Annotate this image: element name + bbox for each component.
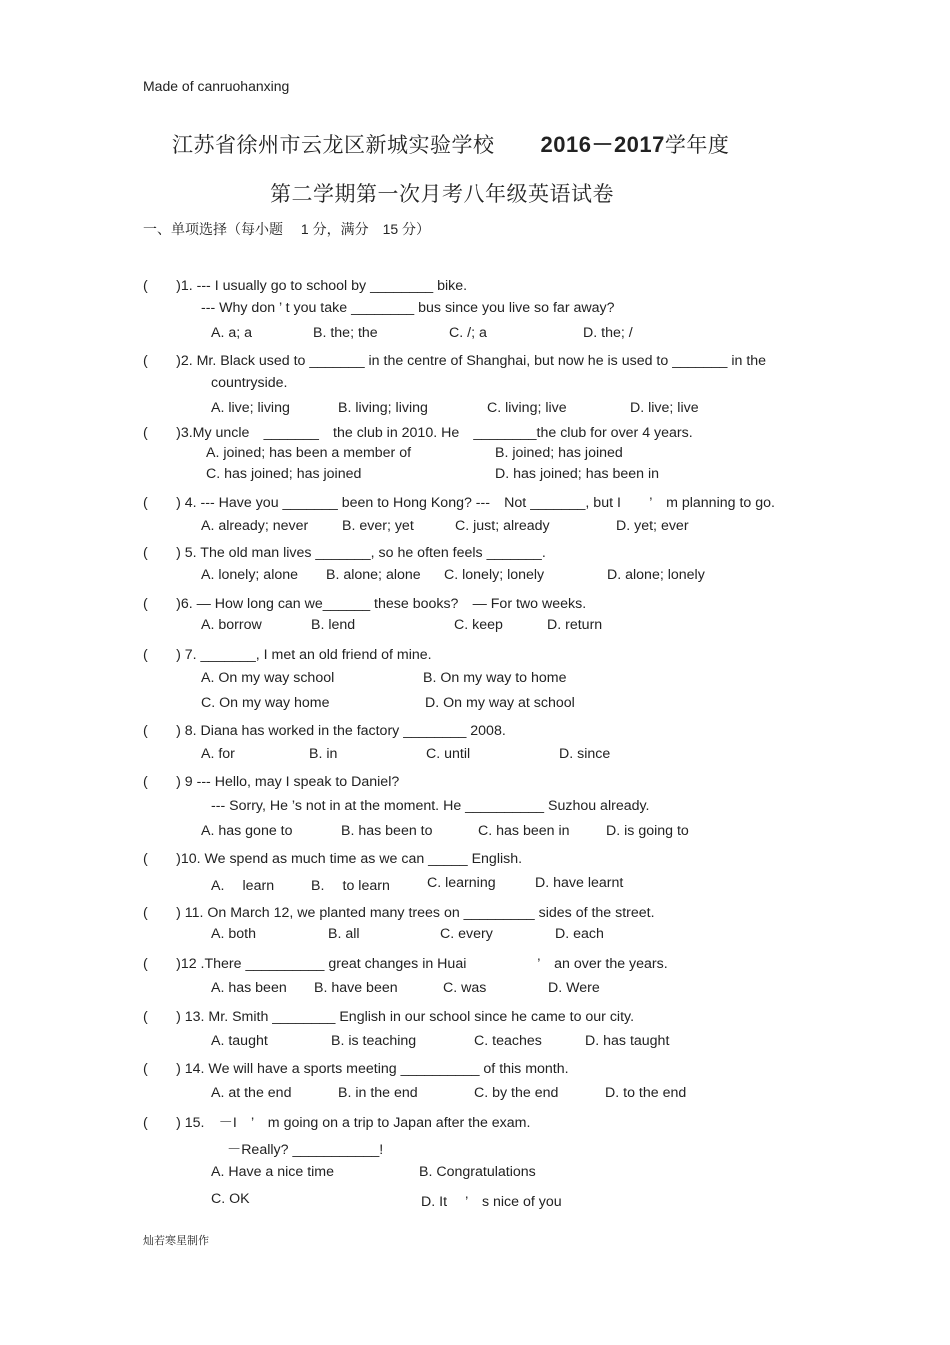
question-9-option-d: D. is going to [606, 823, 689, 839]
question-13-option-c: C. teaches [474, 1033, 542, 1049]
question-15-option-b: B. Congratulations [419, 1164, 536, 1180]
question-7-option-b: B. On my way to home [423, 670, 567, 686]
question-10-option-a: A. learn [211, 878, 275, 894]
question-7-option-c: C. On my way home [201, 695, 330, 711]
question-14-option-c: C. by the end [474, 1085, 559, 1101]
school-year: 2016－2017 [540, 132, 665, 157]
question-12-option-b: B. have been [314, 980, 398, 996]
question-10-option-d: D. have learnt [535, 875, 624, 891]
school-name: 江苏省徐州市云龙区新城实验学校 [172, 133, 495, 157]
question-12-stem: ( )12 .There __________ great changes in Huai ’ an over the years. [143, 956, 668, 972]
question-4-option-c: C. just; already [455, 518, 550, 534]
question-9-option-a: A. has gone to [201, 823, 293, 839]
footer-note: 灿若寒星制作 [143, 1234, 209, 1247]
question-1-option-d: D. the; / [583, 325, 633, 341]
question-9-option-b: B. has been to [341, 823, 433, 839]
question-12-option-c: C. was [443, 980, 487, 996]
question-3-stem: ( )3.My uncle _______ the club in 2010. He ________the club for over 4 years. [143, 425, 693, 441]
question-4-option-b: B. ever; yet [342, 518, 414, 534]
question-3-option-d: D. has joined; has been in [495, 466, 660, 482]
exam-title-line2: 第二学期第一次月考八年级英语试卷 [270, 182, 614, 206]
question-2-option-b: B. living; living [338, 400, 428, 416]
question-6-option-c: C. keep [454, 617, 503, 633]
question-4-option-a: A. already; never [201, 518, 309, 534]
question-3-option-a: A. joined; has been a member of [206, 445, 412, 461]
question-14-stem: ( ) 14. We will have a sports meeting __________ of this month. [143, 1061, 569, 1077]
question-12-option-d: D. Were [548, 980, 600, 996]
question-14-option-b: B. in the end [338, 1085, 418, 1101]
question-2-option-c: C. living; live [487, 400, 567, 416]
question-5-option-c: C. lonely; lonely [444, 567, 545, 583]
header-note: Made of canruohanxing [143, 78, 290, 94]
question-5-stem: ( ) 5. The old man lives _______, so he often feels _______. [143, 545, 546, 561]
question-5-option-b: B. alone; alone [326, 567, 421, 583]
question-4-stem: ( ) 4. --- Have you _______ been to Hong Kong? --- Not _______, but I ’ m planning to go. [143, 495, 775, 511]
question-1-option-b: B. the; the [313, 325, 378, 341]
question-2-option-a: A. live; living [211, 400, 290, 416]
question-15-option-a: A. Have a nice time [211, 1164, 335, 1180]
question-7-option-d: D. On my way at school [425, 695, 575, 711]
question-7-option-a: A. On my way school [201, 670, 335, 686]
question-6-stem: ( )6. — How long can we______ these books? — For two weeks. [143, 596, 587, 612]
question-2-stem: ( )2. Mr. Black used to _______ in the centre of Shanghai, but now he is used to _______ in the [143, 353, 767, 369]
question-8-option-d: D. since [559, 746, 611, 762]
exam-title-line1 [172, 128, 729, 159]
question-11-option-b: B. all [328, 926, 360, 942]
question-3-option-c: C. has joined; has joined [206, 466, 362, 482]
question-15-stem: ( ) 15. －I ’ m going on a trip to Japan after the exam. [143, 1115, 531, 1131]
question-9-stem: ( ) 9 --- Hello, may I speak to Daniel? [143, 774, 400, 790]
question-6-option-a: A. borrow [201, 617, 262, 633]
question-14-option-a: A. at the end [211, 1085, 292, 1101]
question-5-option-a: A. lonely; alone [201, 567, 299, 583]
question-8-stem: ( ) 8. Diana has worked in the factory ________ 2008. [143, 723, 506, 739]
question-1-option-c: C. /; a [449, 325, 487, 341]
question-1-stem-2: --- Why don ’ t you take ________ bus since you live so far away? [201, 300, 615, 316]
question-8-option-c: C. until [426, 746, 471, 762]
question-11-stem: ( ) 11. On March 12, we planted many trees on _________ sides of the street. [143, 905, 655, 921]
question-11-option-a: A. both [211, 926, 256, 942]
section-title: 一、单项选择（每小题 1 分，满分 15 分） [143, 221, 431, 237]
question-15-option-d: D. It ’ s nice of you [421, 1194, 562, 1210]
question-11-option-d: D. each [555, 926, 604, 942]
question-15-option-c: C. OK [211, 1191, 250, 1207]
question-3-option-b: B. joined; has joined [495, 445, 623, 461]
question-13-stem: ( ) 13. Mr. Smith ________ English in our school since he came to our city. [143, 1009, 635, 1025]
question-15-stem-2: －Really? ___________! [227, 1142, 384, 1158]
question-1-stem: ( )1. --- I usually go to school by ________ bike. [143, 278, 468, 294]
question-9-stem-2: --- Sorry, He ’s not in at the moment. He __________ Suzhou already. [211, 798, 650, 814]
question-13-option-d: D. has taught [585, 1033, 670, 1049]
question-8-option-b: B. in [309, 746, 338, 762]
question-12-option-a: A. has been [211, 980, 287, 996]
question-14-option-d: D. to the end [605, 1085, 687, 1101]
question-7-stem: ( ) 7. _______, I met an old friend of mine. [143, 647, 432, 663]
question-4-option-d: D. yet; ever [616, 518, 689, 534]
question-5-option-d: D. alone; lonely [607, 567, 705, 583]
question-6-option-d: D. return [547, 617, 603, 633]
question-13-option-b: B. is teaching [331, 1033, 417, 1049]
question-11-option-c: C. every [440, 926, 493, 942]
question-10-option-c: C. learning [427, 875, 496, 891]
question-1-option-a: A. a; a [211, 325, 253, 341]
school-year-suffix: 学年度 [664, 133, 730, 157]
question-2-stem-2: countryside. [211, 375, 288, 391]
question-10-stem: ( )10. We spend as much time as we can _____ English. [143, 851, 523, 867]
question-10-option-b: B. to learn [311, 878, 390, 894]
question-9-option-c: C. has been in [478, 823, 570, 839]
question-8-option-a: A. for [201, 746, 235, 762]
question-2-option-d: D. live; live [630, 400, 699, 416]
question-13-option-a: A. taught [211, 1033, 268, 1049]
question-6-option-b: B. lend [311, 617, 356, 633]
